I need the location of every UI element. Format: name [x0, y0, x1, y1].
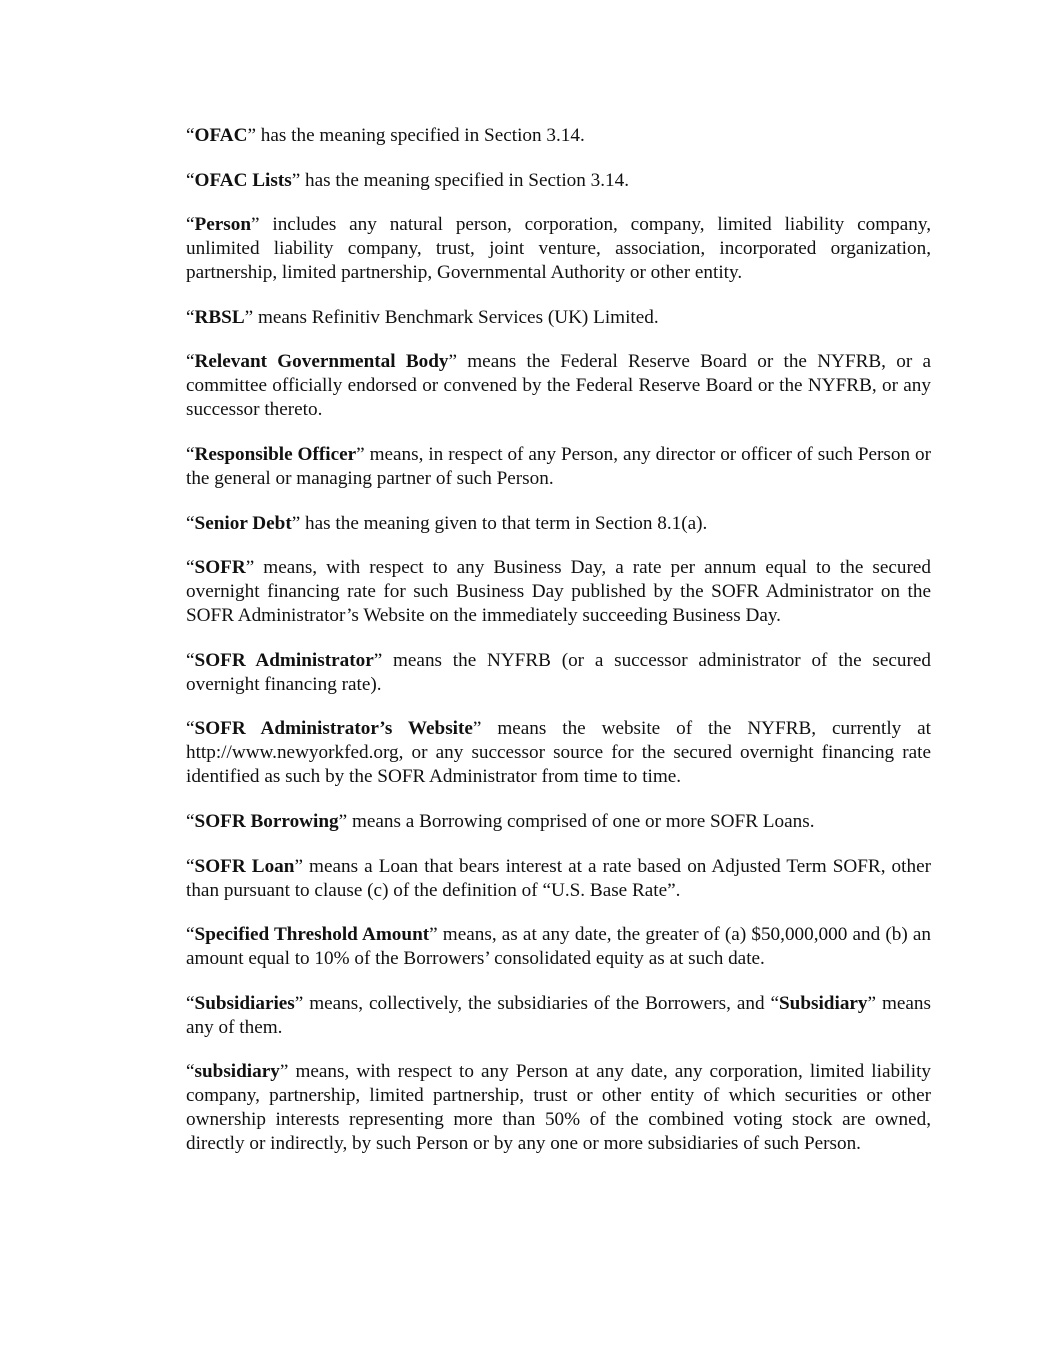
definition-paragraph — [186, 923, 931, 971]
defined-term: SOFR Administrator — [194, 649, 374, 671]
definition-text: “ — [186, 306, 195, 328]
definitions-list — [186, 124, 931, 1177]
definition-text: “ — [186, 1061, 195, 1083]
definition-text: “ — [186, 125, 195, 146]
defined-term: SOFR Loan — [194, 855, 295, 877]
definition-text: ” means a Loan that bears interest at a rate based on Adjusted Term SOFR, other than pursuant to clause (c) of the definition of “U.S. Base Rate”. — [186, 855, 931, 901]
definition-paragraph — [186, 717, 931, 789]
definition-text: ” means any of them. — [186, 992, 931, 1038]
definition-text: ” means the NYFRB (or a successor administrator of the secured overnight financing rate). — [186, 649, 931, 695]
definition-text: ” means a Borrowing comprised of one or more SOFR Loans. — [338, 810, 815, 832]
definition-text: “ — [186, 169, 195, 191]
defined-term: Specified Threshold Amount — [194, 924, 430, 946]
definition-text: “ — [186, 992, 195, 1014]
definition-paragraph — [186, 350, 931, 422]
defined-term: OFAC Lists — [194, 169, 292, 191]
definition-text: ” means, collectively, the subsidiaries of the Borrowers, and “ — [294, 992, 779, 1014]
definition-text: ” includes any natural person, corporation, company, limited liability company, unlimited liability company, trust, joint venture, association, incorporated organization, partnership, limited partnership, Governmental Authority or other entity. — [186, 214, 931, 284]
definition-paragraph — [186, 855, 931, 903]
definition-text: ” has the meaning specified in Section 3.14. — [291, 169, 630, 191]
defined-term: Subsidiary — [779, 992, 868, 1014]
definition-text: “ — [186, 443, 195, 465]
definition-text: ” means, with respect to any Person at any date, any corporation, limited liability company, partnership, limited partnership, trust or other entity of which securities or other ownership interests representing more than 50% of the combined voting stock are owned, directly or indirectly, by such Person or by any one or more subsidiaries of such Person. — [186, 1061, 931, 1155]
definition-text: “ — [186, 557, 195, 579]
definition-text: “ — [186, 924, 195, 946]
defined-term: Senior Debt — [194, 512, 292, 534]
defined-term: Responsible Officer — [194, 443, 357, 465]
definition-text: “ — [186, 810, 195, 832]
definition-paragraph — [186, 306, 931, 330]
definition-text: “ — [186, 855, 195, 877]
defined-term: subsidiary — [194, 1061, 280, 1083]
definition-text: ” means the Federal Reserve Board or the NYFRB, or a committee officially endorsed or convened by the Federal Reserve Board or the NYFRB, or any successor thereto. — [186, 351, 931, 421]
definition-paragraph — [186, 213, 931, 285]
definition-paragraph — [186, 556, 931, 628]
definition-paragraph — [186, 124, 931, 148]
definition-text: ” means Refinitiv Benchmark Services (UK) Limited. — [244, 306, 659, 328]
definition-paragraph — [186, 169, 931, 193]
definition-text: ” means, as at any date, the greater of (a) $50,000,000 and (b) an amount equal to 10% of the Borrowers’ consolidated equity as at such date. — [186, 924, 931, 970]
definition-text: “ — [186, 512, 195, 534]
defined-term: Subsidiaries — [194, 992, 295, 1014]
definition-text: “ — [186, 351, 195, 373]
defined-term: RBSL — [194, 306, 245, 328]
definition-text: ” means the website of the NYFRB, currently at http://www.newyorkfed.org, or any successor source for the secured overnight financing rate identified as such by the SOFR Administrator from time to time. — [186, 718, 931, 788]
defined-term: SOFR — [194, 557, 246, 579]
definition-paragraph — [186, 649, 931, 697]
defined-term: OFAC — [194, 125, 248, 146]
definition-text: ” means, with respect to any Business Day, a rate per annum equal to the secured overnight financing rate for such Business Day published by the SOFR Administrator on the SOFR Administrator’s Website on the immediately succeeding Business Day. — [186, 557, 931, 627]
defined-term: SOFR Borrowing — [194, 810, 339, 832]
definition-text: “ — [186, 718, 195, 740]
definition-paragraph — [186, 810, 931, 834]
definition-paragraph — [186, 443, 931, 491]
definition-paragraph — [186, 992, 931, 1040]
definition-paragraph — [186, 512, 931, 536]
definition-text: ” has the meaning specified in Section 3.14. — [247, 125, 585, 146]
definition-text: ” has the meaning given to that term in Section 8.1(a). — [291, 512, 708, 534]
definition-text: ” means, in respect of any Person, any director or officer of such Person or the general or managing partner of such Person. — [186, 443, 931, 489]
definition-text: “ — [186, 214, 195, 236]
defined-term: Person — [194, 214, 252, 236]
definition-text: “ — [186, 649, 195, 671]
definition-paragraph — [186, 1060, 931, 1156]
defined-term: Relevant Governmental Body — [194, 351, 449, 373]
defined-term: SOFR Administrator’s Website — [194, 718, 473, 740]
